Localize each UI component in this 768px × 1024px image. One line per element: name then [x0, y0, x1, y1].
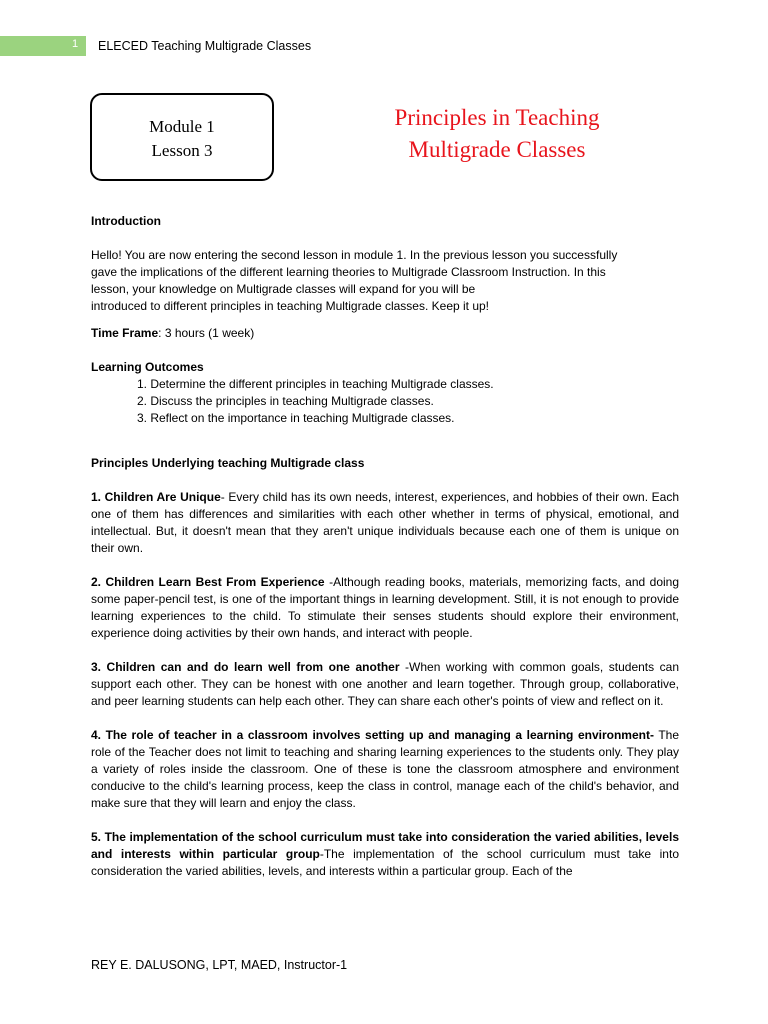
title-line-2: Multigrade Classes: [408, 137, 586, 162]
document-body: [91, 213, 679, 880]
module-label: Module 1: [149, 117, 215, 136]
principle-4: [91, 727, 679, 812]
principle-3: [91, 659, 679, 710]
intro-line-4: introduced to different principles in teaching Multigrade classes. Keep it up!: [91, 299, 490, 313]
title-line-1: Principles in Teaching: [394, 105, 600, 130]
time-frame-label: Time Frame: [91, 326, 159, 340]
time-frame: [91, 325, 679, 342]
principle-text: -When working with common goals, students can support each other. They can be honest with one another and learn together. Through group, collaborative, and peer learning students can help each other. They can share each other's points of view and reflect on it.: [91, 660, 679, 708]
time-frame-value: : 3 hours (1 week): [158, 326, 255, 340]
intro-line-3: lesson, your knowledge on Multigrade classes will expand for you will be: [91, 282, 476, 296]
principle-text: The role of the Teacher does not limit to teaching and sharing learning experiences to the students only. They play a variety of roles inside the classroom. One of these is tone the classroom atmosphere and environment conducive to the child's learning process, keep the class in control, manage each of the child's behavior, and make sure that they will learn and enjoy the class.: [91, 728, 680, 810]
page-number: 1: [72, 38, 79, 50]
principle-title: 1. Children Are Unique: [91, 490, 221, 504]
principle-1: [91, 489, 679, 557]
principle-title: 3. Children can and do learn well from one another: [91, 660, 400, 674]
intro-line-2: gave the implications of the different learning theories to Multigrade Classroom Instruction. In this: [91, 265, 606, 279]
page-footer: REY E. DALUSONG, LPT, MAED, Instructor-1: [91, 958, 348, 972]
learning-outcomes-list: [91, 376, 679, 427]
principle-5: [91, 829, 679, 880]
outcome-item: 2. Discuss the principles in teaching Multigrade classes.: [137, 394, 434, 408]
principle-text: - Every child has its own needs, interest, experiences, and hobbies of their own. Each one of them has differences and similarities with each other whether in terms of physical, emotional, and intellectual. But, it doesn't mean that they aren't unique individuals because each one of them is unique on their own.: [91, 490, 680, 555]
principle-text: -The implementation of the school curriculum must take into consideration the varied abilities, levels, and interests within a particular group. Each of the: [91, 847, 679, 878]
principles-heading: Principles Underlying teaching Multigrade class: [91, 456, 365, 470]
module-lesson-box: [90, 93, 274, 181]
page-title: [352, 102, 642, 166]
intro-line-1: Hello! You are now entering the second lesson in module 1. In the previous lesson you successfully: [91, 248, 618, 262]
outcome-item: 1. Determine the different principles in teaching Multigrade classes.: [137, 377, 494, 391]
page-header: [0, 36, 768, 56]
header-title: ELECED Teaching Multigrade Classes: [98, 39, 312, 53]
principle-title: 5. The implementation of the school curriculum must take into consideration the varied abilities, levels and interests within particular group: [91, 830, 679, 861]
principle-2: [91, 574, 679, 642]
learning-outcomes-heading: Learning Outcomes: [91, 360, 204, 374]
lesson-label: Lesson 3: [151, 141, 213, 160]
introduction-paragraph: [91, 247, 679, 315]
principle-title: 2. Children Learn Best From Experience: [91, 575, 325, 589]
outcome-item: 3. Reflect on the importance in teaching Multigrade classes.: [137, 411, 455, 425]
introduction-heading: Introduction: [91, 214, 161, 228]
principle-title: 4. The role of teacher in a classroom involves setting up and managing a learning environment-: [91, 728, 654, 742]
principle-text: -Although reading books, materials, memorizing facts, and doing some paper-pencil test, is one of the important things in learning development. Still, it is not enough to provide learning experiences to the child. To stimulate their senses students should explore their environment, experience doing activities by their own hands, and interact with people.: [91, 575, 680, 640]
